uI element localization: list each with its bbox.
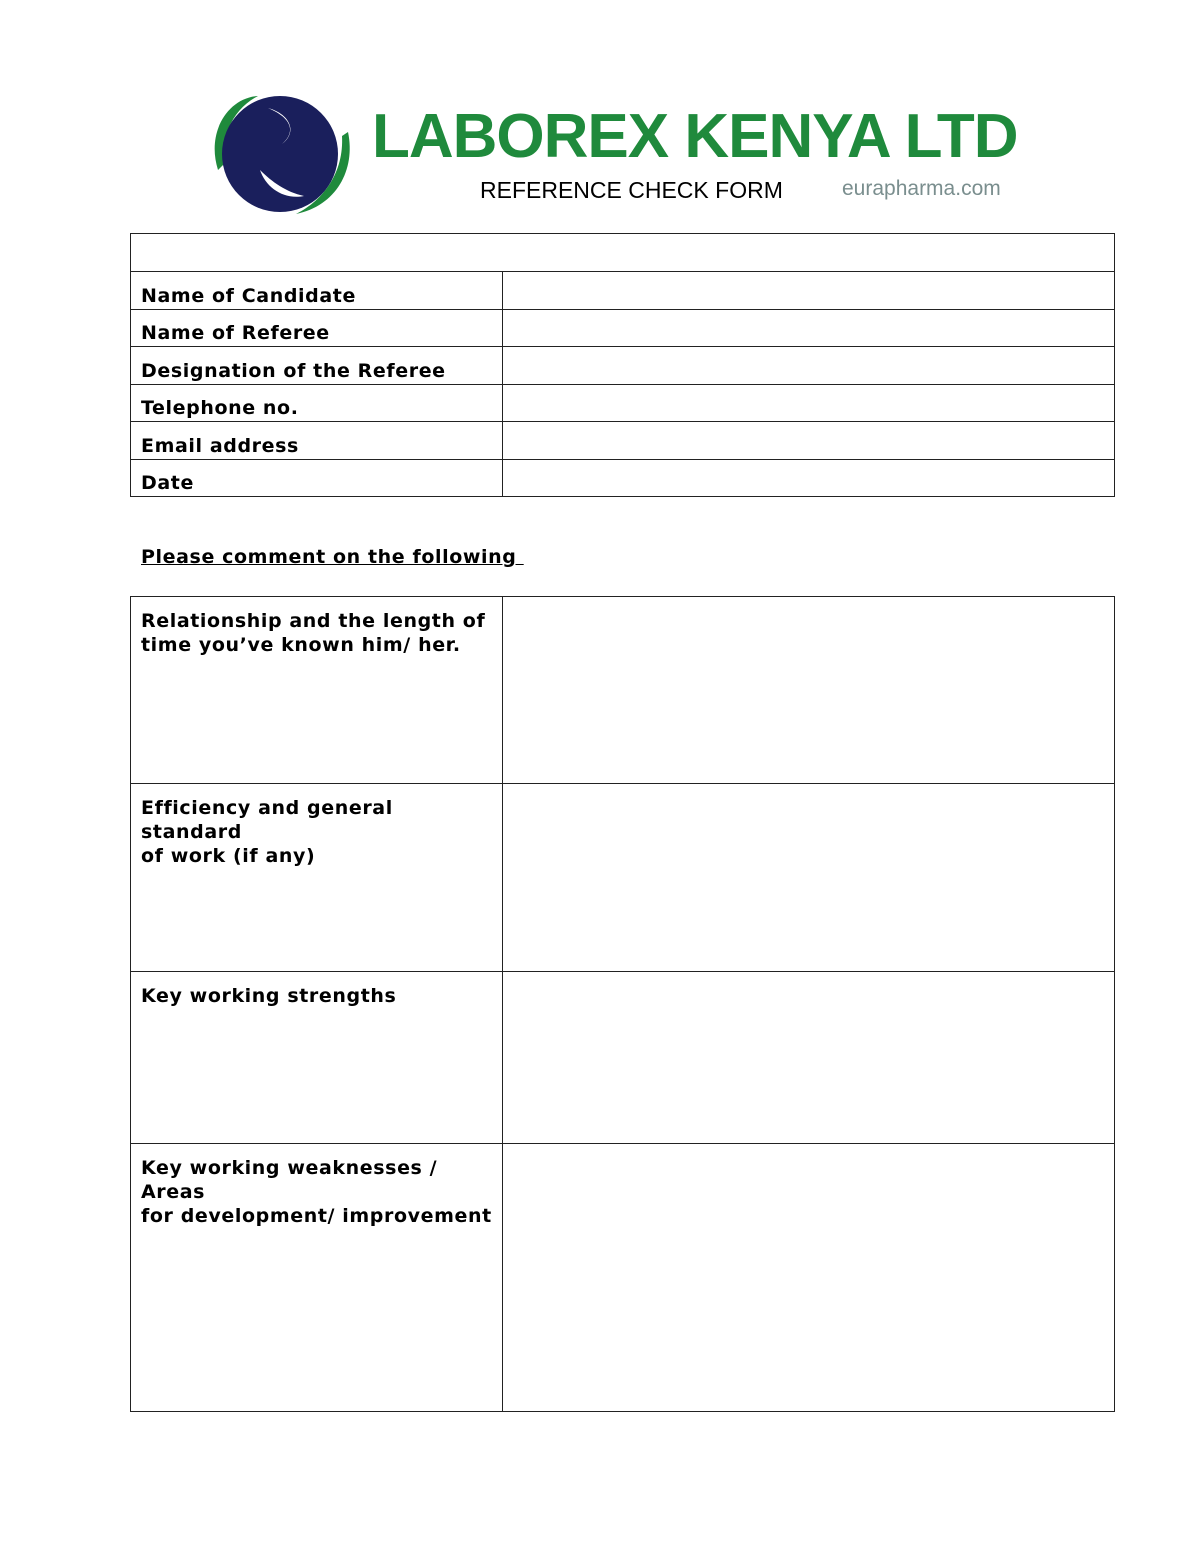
date-label: Date	[131, 459, 503, 497]
candidate-name-field[interactable]	[503, 272, 1115, 310]
relationship-label: Relationship and the length of time you’ve known him/ her.	[131, 597, 503, 784]
laborex-logo-icon	[198, 92, 358, 218]
strengths-field[interactable]	[503, 972, 1115, 1144]
table-row	[131, 784, 1115, 972]
table-row	[131, 309, 1115, 347]
table-row	[131, 459, 1115, 497]
email-label: Email address	[131, 422, 503, 460]
details-header-cell[interactable]	[131, 234, 1115, 272]
table-row	[131, 347, 1115, 385]
table-row	[131, 422, 1115, 460]
efficiency-label: Efficiency and general standard of work (if any)	[131, 784, 503, 972]
date-field[interactable]	[503, 459, 1115, 497]
strengths-label: Key working strengths	[131, 972, 503, 1144]
company-name: LABOREX KENYA LTD	[372, 102, 1018, 171]
table-row	[131, 1144, 1115, 1412]
telephone-label: Telephone no.	[131, 384, 503, 422]
referee-designation-field[interactable]	[503, 347, 1115, 385]
table-row	[131, 597, 1115, 784]
referee-name-field[interactable]	[503, 309, 1115, 347]
website-text: eurapharma.com	[842, 177, 1001, 200]
weaknesses-field[interactable]	[503, 1144, 1115, 1412]
comments-table	[130, 596, 1115, 1412]
efficiency-field[interactable]	[503, 784, 1115, 972]
relationship-field[interactable]	[503, 597, 1115, 784]
details-header-row	[131, 234, 1115, 272]
telephone-field[interactable]	[503, 384, 1115, 422]
candidate-name-label: Name of Candidate	[131, 272, 503, 310]
details-table	[130, 233, 1115, 497]
weaknesses-label: Key working weaknesses / Areas for development/ improvement	[131, 1144, 503, 1412]
comment-section-heading: Please comment on the following	[141, 546, 524, 568]
table-row	[131, 384, 1115, 422]
form-title: REFERENCE CHECK FORM	[480, 177, 783, 203]
email-field[interactable]	[503, 422, 1115, 460]
table-row	[131, 272, 1115, 310]
referee-designation-label: Designation of the Referee	[131, 347, 503, 385]
table-row	[131, 972, 1115, 1144]
referee-name-label: Name of Referee	[131, 309, 503, 347]
